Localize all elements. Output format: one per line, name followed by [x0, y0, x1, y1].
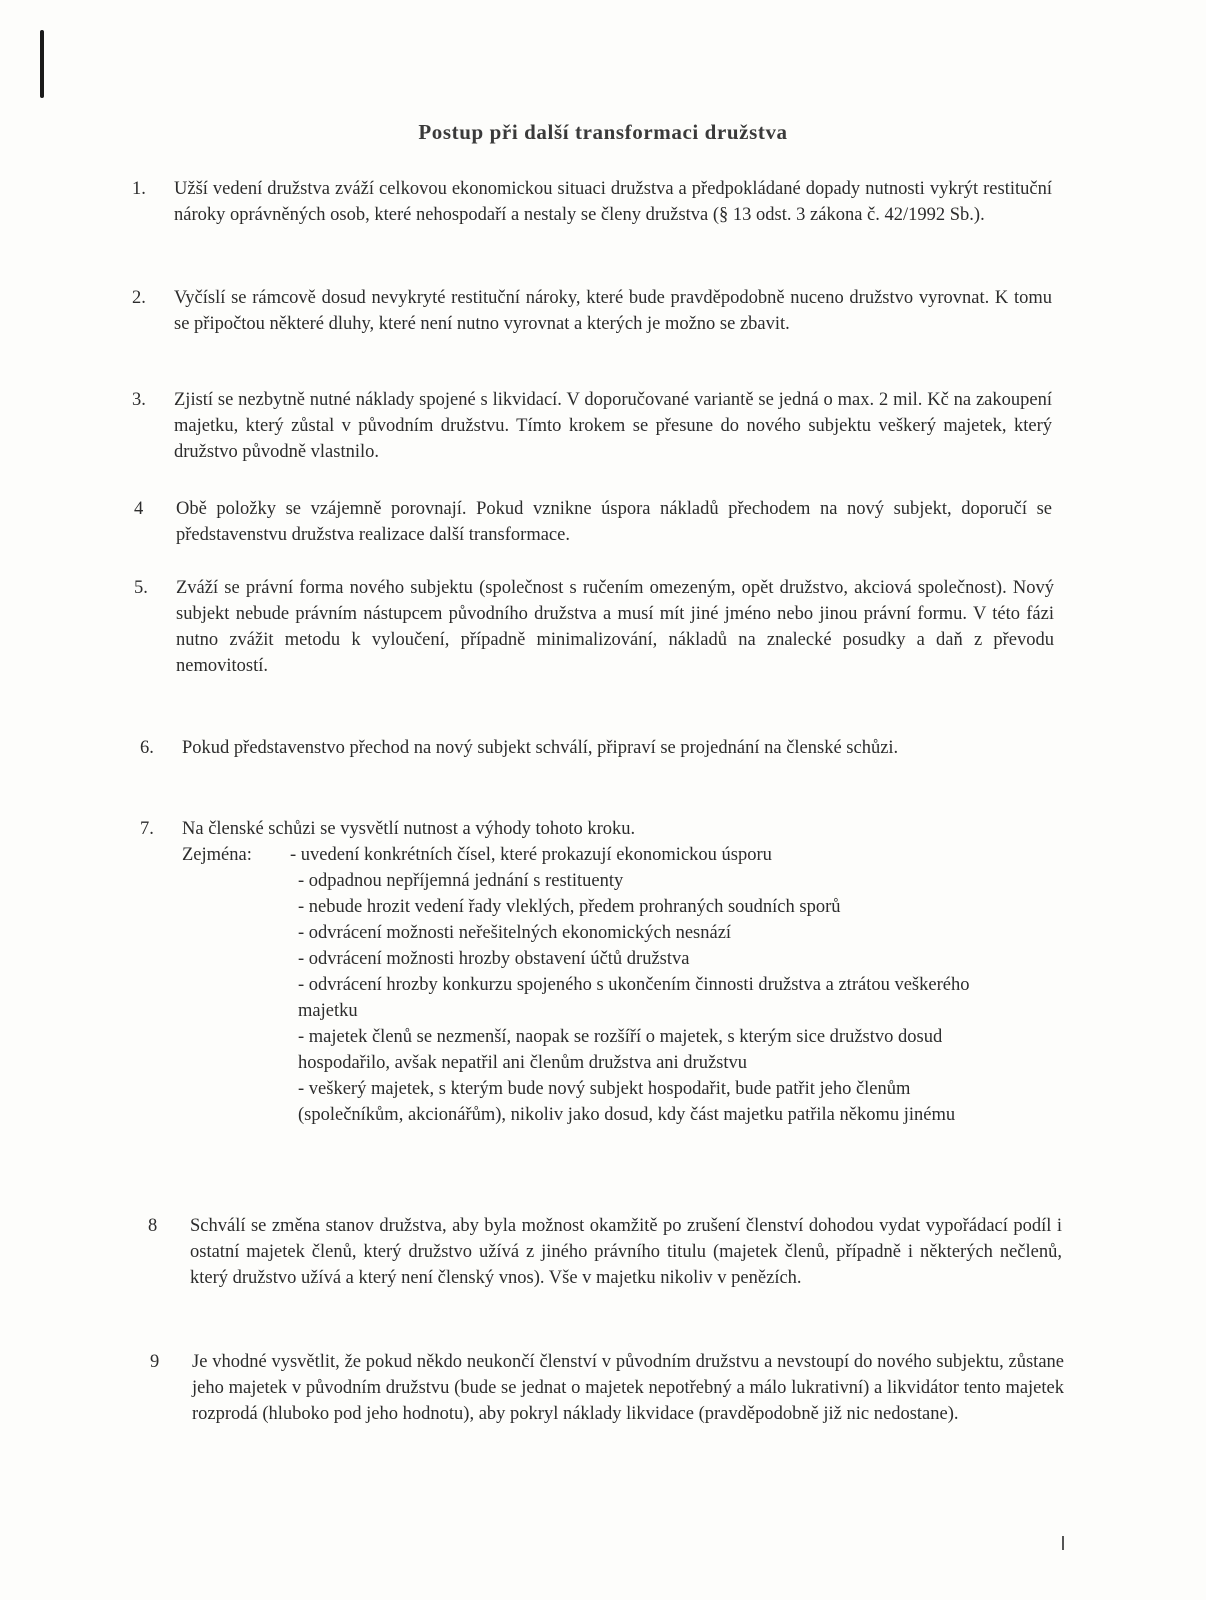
item-number: 3.: [132, 390, 146, 410]
item-text: Obě položky se vzájemně porovnají. Pokud vznikne úspora nákladů přechodem na nový subjekt, doporučí se představenstvu družstva realizace další transformace.: [176, 499, 1052, 545]
item-number: 7.: [140, 819, 154, 839]
item-text: Je vhodné vysvětlit, že pokud někdo neukončí členství v původním družstvu a nevstoupí do nového subjektu, zůstane jeho majetek v původním družstvu (bude se jednat o majetek nepotřebný a málo lukrativní) a likvidátor tento majetek rozprodá (hluboko pod jeho hodnotu), aby pokryl náklady likvidace (pravděpodobně již nic nedostane).: [192, 1352, 1064, 1424]
item-text: Pokud představenstvo přechod na nový subjekt schválí, připraví se projednání na členské schůzi.: [182, 738, 899, 758]
list-item: [134, 496, 1052, 548]
item-text: Na členské schůzi se vysvětlí nutnost a výhody tohoto kroku.: [182, 819, 636, 839]
item-text: Zváží se právní forma nového subjektu (společnost s ručením omezeným, opět družstvo, akciová společnost). Nový subjekt nebude právním nástupcem původního družstva a musí mít jiné jméno nebo jinou právní formu. V této fázi nutno zvážit metodu k vyloučení, případně minimalizování, nákladů na znalecké posudky a daň z převodu nemovitostí.: [176, 578, 1054, 676]
bullet-item: - odvrácení možnosti hrozby obstavení účtů družstva: [298, 949, 690, 969]
item-text: Schválí se změna stanov družstva, aby byla možnost okamžitě po zrušení členství dohodou vydat vypořádací podíl i ostatní majetek členů, který družstvo užívá z jiného právního titulu (majetek členů, případně i některých nečlenů, který družstvo užívá a který není členský vnos). Vše v majetku nikoliv v penězích.: [190, 1216, 1062, 1288]
list-item: [132, 387, 1052, 465]
bullet-item: - majetek členů se nezmenší, naopak se rozšíří o majetek, s kterým sice družstvo dosud hospodařilo, avšak nepatřil ani členům družstva ani družstvu: [298, 1027, 943, 1073]
bullet-item: - odpadnou nepříjemná jednání s restituenty: [298, 871, 624, 891]
sub-label: Zejména:: [182, 845, 252, 865]
item-number: 5.: [134, 578, 148, 598]
item-text: Užší vedení družstva zváží celkovou ekonomickou situaci družstva a předpokládané dopady nutnosti vykrýt restituční nároky oprávněných osob, které nehospodaří a nestaly se členy družstva (§ 13 odst. 3 zákona č. 42/1992 Sb.).: [174, 179, 1052, 225]
item-text: Vyčíslí se rámcově dosud nevykryté restituční nároky, které bude pravděpodobně nuceno družstvo vyrovnat. K tomu se připočtou některé dluhy, které není nutno vyrovnat a kterých je možno se zbavit.: [174, 288, 1052, 334]
list-item: [140, 735, 1056, 761]
page-title: Postup při další transformaci družstva: [418, 120, 788, 144]
item-number: 4: [134, 499, 144, 519]
list-item: [148, 1213, 1062, 1291]
list-item: [132, 285, 1052, 337]
list-item: [150, 1349, 1064, 1427]
bullet-item: - nebude hrozit vedení řady vleklých, předem prohraných soudních sporů: [298, 897, 841, 917]
bullet-item: - odvrácení možnosti neřešitelných ekonomických nesnází: [298, 923, 732, 943]
list-item: [132, 176, 1052, 228]
bullet-list: [290, 842, 1010, 1128]
item-text: Zjistí se nezbytně nutné náklady spojené s likvidací. V doporučované variantě se jedná o max. 2 mil. Kč na zakoupení majetku, který zůstal v původním družstvu. Tímto krokem se přesune do nového subjektu veškerý majetek, který družstvo původně vlastnilo.: [174, 390, 1052, 462]
item-number: 1.: [132, 179, 146, 199]
item-number: 6.: [140, 738, 154, 758]
bullet-item: - odvrácení hrozby konkurzu spojeného s ukončením činnosti družstva a ztrátou veškerého majetku: [298, 975, 970, 1021]
list-item: [134, 575, 1054, 679]
list-item: [140, 816, 1060, 842]
margin-mark: [40, 30, 44, 98]
bullet-item: - uvedení konkrétních čísel, které prokazují ekonomickou úsporu: [290, 845, 772, 865]
item-number: 9: [150, 1352, 160, 1372]
bullet-item: - veškerý majetek, s kterým bude nový subjekt hospodařit, bude patřit jeho členům (společníkům, akcionářům), nikoliv jako dosud, kdy část majetku patřila někomu jinému: [298, 1079, 956, 1125]
item-number: 2.: [132, 288, 146, 308]
item-number: 8: [148, 1216, 158, 1236]
margin-mark: [1062, 1536, 1064, 1550]
